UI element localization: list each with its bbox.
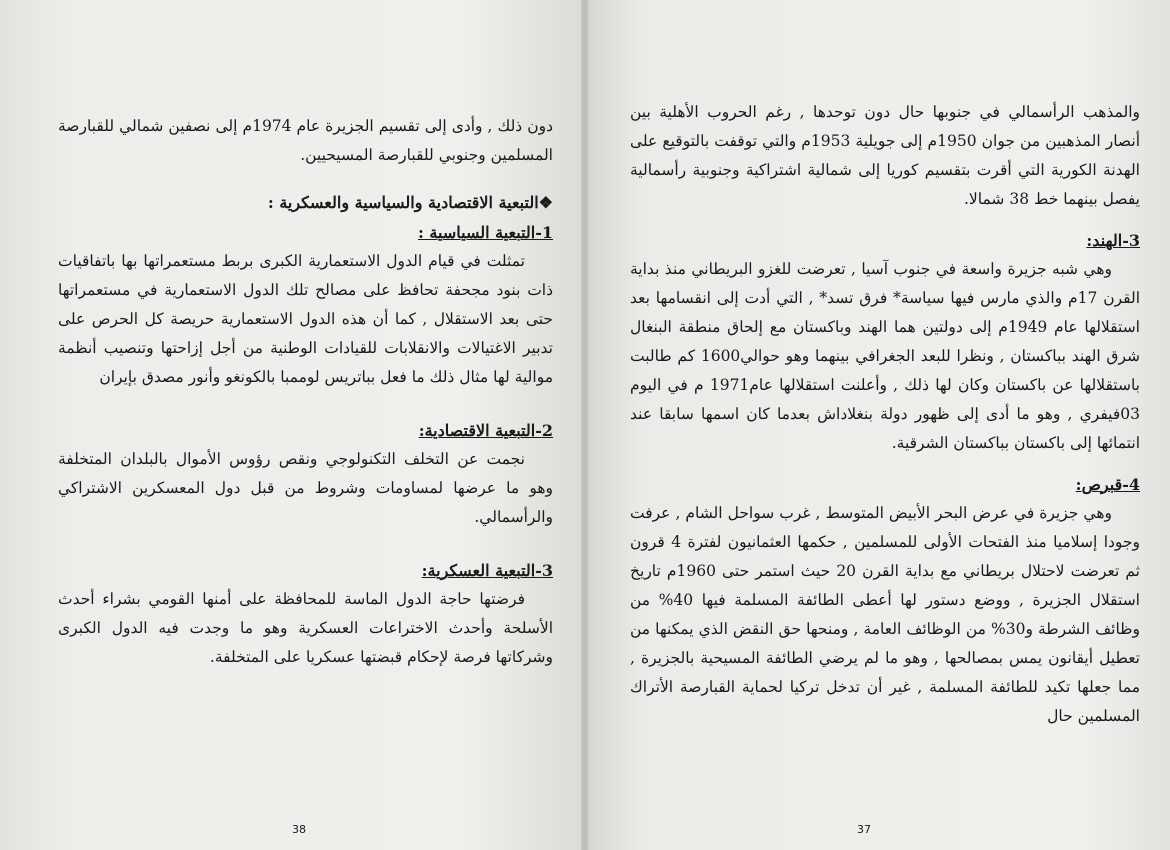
economic-dependency-heading: 2-التبعية الاقتصادية: bbox=[418, 421, 553, 440]
india-text: وهي شبه جزيرة واسعة في جنوب آسيا , تعرضت للغزو البريطاني منذ بداية القرن 17م والذي مارس فيها سياسة* فرق تسد* , التي أدت إلى انقسامها بعد استقلالها عام 1949م إلى دولتين هما الهند وباكستان مع إلحاق منطقة البنغال شرق الهند بباكستان , ونظرا للبعد الجغرافي بينهما وهو حوالي1600 كم طالبت باستقلالها عن باكستان وكان لها ذلك , وأعلنت استقلالها عام1971 م في اليوم 03فيفري , وهو ما أدى إلى ظهور دولة بنغلاداش بعدما كان اسمها سابقا عند انتمائها إلى باكستان بباكستان الشرقية. bbox=[630, 260, 1140, 452]
paragraph-continued: دون ذلك , وأدى إلى تقسيم الجزيرة عام 1974م إلى نصفين شمالي للقبارصة المسلمين وجنوبي للقبارصة المسيحيين. bbox=[58, 117, 553, 164]
india-heading: 3-الهند: bbox=[1086, 231, 1140, 250]
economic-dependency-text: نجمت عن التخلف التكنولوجي ونقص رؤوس الأموال بالبلدان المتخلفة وهو ما عرضها لمساومات وشروط من قبل دول المعسكرين الاشتراكي والرأسمالي. bbox=[58, 450, 553, 526]
page-number-left: 38 bbox=[292, 823, 306, 836]
political-dependency-heading: 1-التبعية السياسية : bbox=[417, 223, 553, 242]
cyprus-text: وهي جزيرة في عرض البحر الأبيض المتوسط , غرب سواحل الشام , عرفت وجودا إسلاميا منذ الفتحات الأولى للمسلمين , حكمها العثمانيون لفترة 4 قرون ثم تعرضت لاحتلال بريطاني مع بداية القرن 20 حيث استمر حتى 1960م تاريخ استقلال الجزيرة , ووضع دستور لها أعطى الطائفة المسلمة فيها 40% من وظائف الشرطة و30% من الوظائف العامة , ومنحها حق النقض الذي يمكنها من تعطيل أيقانون يمس بمصالحها , وهو ما لم يرضي الطائفة المسيحية بالجزيرة , مما جعلها تكيد للطائفة المسلمة , غير أن تدخل تركيا لحماية القبارصة الأتراك المسلمين حال bbox=[630, 504, 1140, 725]
cyprus-heading: 4-قبرص: bbox=[1075, 475, 1140, 494]
section-title-dependency: ❖التبعية الاقتصادية والسياسية والعسكرية : bbox=[267, 193, 553, 212]
military-dependency-text: فرضتها حاجة الدول الماسة للمحافظة على أمنها القومي بشراء أحدث الأسلحة وأحدث الاختراعات العسكرية وهو ما وجدت فيه الدول الكبرى وشركاتها فرصة لإحكام قبضتها عسكريا على المتخلفة. bbox=[58, 590, 553, 666]
page-number-right: 37 bbox=[857, 823, 871, 836]
book-gutter bbox=[581, 0, 589, 850]
korea-paragraph: والمذهب الرأسمالي في جنوبها حال دون توحدها , رغم الحروب الأهلية بين أنصار المذهبين من جوان 1950م إلى جويلية 1953م والتي توقفت بالتوقيع على الهدنة الكورية التي أقرت بتقسيم كوريا إلى شمالية اشتراكية وجنوبية رأسمالية يفصل بينهما خط 38 شمالا. bbox=[630, 103, 1140, 208]
page-37 bbox=[585, 0, 1170, 850]
military-dependency-heading: 3-التبعية العسكرية: bbox=[421, 561, 553, 580]
political-dependency-text: تمثلت في قيام الدول الاستعمارية الكبرى بربط مستعمراتها بها باتفاقيات ذات بنود مجحفة تحافظ على مصالح تلك الدول الاستعمارية في مستعمراتها حتى بعد الاستقلال , كما أن هذه الدول الاستعمارية حريصة كل الحرص على تدبير الاغتيالات والانقلابات للقيادات الوطنية من أجل إزاحتها وتنصيب أنظمة موالية لها مثال ذلك ما فعل بباتريس لوممبا بالكونغو وأنور مصدق بإيران bbox=[58, 252, 553, 386]
